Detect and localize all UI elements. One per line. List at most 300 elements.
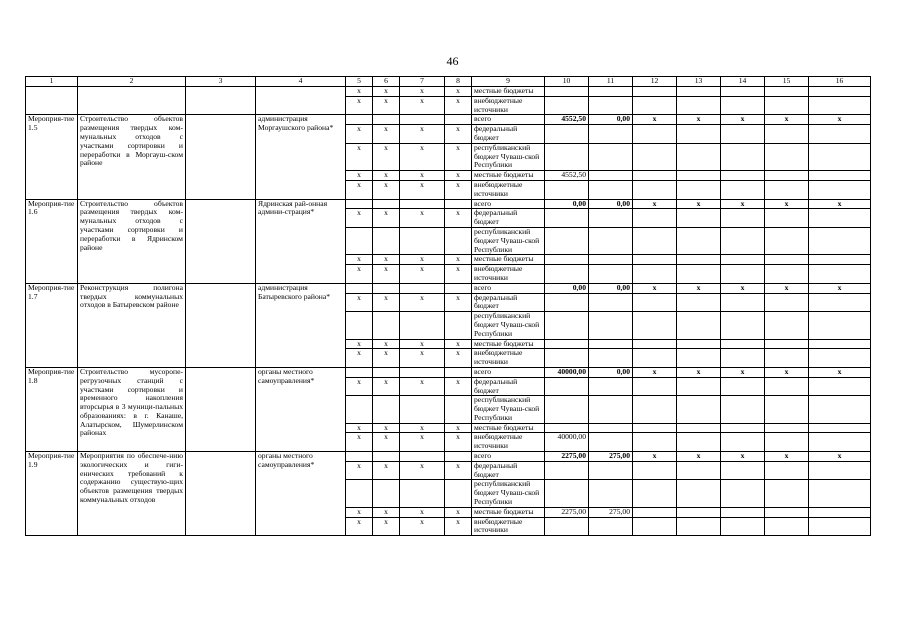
marker-cell bbox=[677, 461, 721, 480]
marker-cell: х bbox=[400, 507, 445, 517]
marker-cell bbox=[373, 396, 400, 423]
col3-cell bbox=[186, 87, 256, 115]
marker-cell bbox=[373, 199, 400, 209]
marker-cell bbox=[809, 480, 871, 507]
marker-cell bbox=[677, 517, 721, 536]
amount-cell bbox=[589, 143, 633, 170]
column-number: 8 bbox=[445, 77, 472, 87]
event-label: Мероприя-тие 1.9 bbox=[26, 452, 78, 536]
marker-cell bbox=[400, 115, 445, 125]
amount-cell: 0,00 bbox=[589, 115, 633, 125]
marker-cell: х bbox=[373, 517, 400, 536]
page-number: 46 bbox=[446, 54, 459, 68]
funding-source: всего bbox=[472, 452, 545, 462]
marker-cell bbox=[346, 312, 373, 339]
marker-cell: х bbox=[400, 125, 445, 144]
marker-cell: х bbox=[400, 96, 445, 115]
marker-cell bbox=[346, 396, 373, 423]
amount-cell: 0,00 bbox=[545, 199, 589, 209]
marker-cell bbox=[633, 507, 677, 517]
funding-source: федеральный бюджет bbox=[472, 209, 545, 228]
marker-cell bbox=[765, 517, 809, 536]
marker-cell bbox=[809, 255, 871, 265]
marker-cell bbox=[721, 507, 765, 517]
marker-cell: х bbox=[346, 507, 373, 517]
marker-cell bbox=[633, 349, 677, 368]
marker-cell bbox=[633, 265, 677, 284]
marker-cell bbox=[721, 293, 765, 312]
marker-cell bbox=[721, 96, 765, 115]
marker-cell: х bbox=[346, 433, 373, 452]
marker-cell bbox=[633, 461, 677, 480]
marker-cell bbox=[809, 143, 871, 170]
amount-cell bbox=[545, 461, 589, 480]
event-description: Мероприятия по обеспече-нию экологических и гиги-енических требований к содержанию существую-щих объектов размещения твердых коммунальных отходов bbox=[78, 452, 186, 536]
marker-cell: х bbox=[400, 171, 445, 181]
marker-cell bbox=[721, 227, 765, 254]
marker-cell bbox=[346, 367, 373, 377]
column-number: 13 bbox=[677, 77, 721, 87]
marker-cell: х bbox=[373, 125, 400, 144]
marker-cell bbox=[677, 255, 721, 265]
marker-cell bbox=[633, 171, 677, 181]
marker-cell: х bbox=[677, 199, 721, 209]
event-cell bbox=[26, 87, 78, 115]
marker-cell: х bbox=[445, 349, 472, 368]
marker-cell: х bbox=[445, 423, 472, 433]
marker-cell bbox=[765, 265, 809, 284]
marker-cell bbox=[809, 517, 871, 536]
marker-cell bbox=[809, 396, 871, 423]
marker-cell: х bbox=[373, 255, 400, 265]
marker-cell bbox=[809, 227, 871, 254]
marker-cell bbox=[677, 265, 721, 284]
marker-cell bbox=[677, 96, 721, 115]
marker-cell: х bbox=[373, 377, 400, 396]
amount-cell bbox=[589, 125, 633, 144]
marker-cell: х bbox=[346, 209, 373, 228]
marker-cell bbox=[677, 87, 721, 97]
marker-cell: х bbox=[809, 283, 871, 293]
marker-cell bbox=[809, 96, 871, 115]
marker-cell bbox=[346, 199, 373, 209]
marker-cell bbox=[400, 396, 445, 423]
amount-cell: 0,00 bbox=[589, 199, 633, 209]
marker-cell bbox=[346, 480, 373, 507]
amount-cell: 275,00 bbox=[589, 452, 633, 462]
amount-cell bbox=[589, 209, 633, 228]
marker-cell bbox=[633, 96, 677, 115]
event-label: Мероприя-тие 1.5 bbox=[26, 115, 78, 199]
amount-cell: 2275,00 bbox=[545, 452, 589, 462]
funding-source: федеральный бюджет bbox=[472, 461, 545, 480]
table-row bbox=[26, 87, 871, 97]
marker-cell: х bbox=[677, 452, 721, 462]
funding-source: федеральный бюджет bbox=[472, 293, 545, 312]
amount-cell bbox=[545, 396, 589, 423]
marker-cell bbox=[677, 377, 721, 396]
empty-cell bbox=[186, 199, 256, 283]
empty-cell bbox=[186, 115, 256, 199]
marker-cell: х bbox=[400, 265, 445, 284]
table-row bbox=[26, 115, 871, 125]
marker-cell bbox=[677, 396, 721, 423]
program-table bbox=[25, 76, 871, 536]
amount-cell bbox=[545, 96, 589, 115]
column-number: 11 bbox=[589, 77, 633, 87]
marker-cell: х bbox=[445, 461, 472, 480]
amount-cell: 4552,50 bbox=[545, 115, 589, 125]
funding-source: всего bbox=[472, 283, 545, 293]
marker-cell bbox=[400, 452, 445, 462]
marker-cell bbox=[721, 125, 765, 144]
amount-cell: 40000,00 bbox=[545, 433, 589, 452]
empty-cell bbox=[186, 283, 256, 367]
marker-cell bbox=[809, 349, 871, 368]
marker-cell bbox=[400, 367, 445, 377]
amount-cell bbox=[545, 255, 589, 265]
marker-cell bbox=[721, 349, 765, 368]
column-number: 16 bbox=[809, 77, 871, 87]
column-number: 3 bbox=[186, 77, 256, 87]
marker-cell bbox=[400, 480, 445, 507]
marker-cell bbox=[809, 507, 871, 517]
marker-cell bbox=[809, 312, 871, 339]
marker-cell: х bbox=[346, 349, 373, 368]
amount-cell: 0,00 bbox=[545, 283, 589, 293]
marker-cell: х bbox=[445, 265, 472, 284]
marker-cell: х bbox=[373, 507, 400, 517]
marker-cell bbox=[346, 115, 373, 125]
amount-cell bbox=[545, 293, 589, 312]
amount-cell bbox=[589, 339, 633, 349]
marker-cell bbox=[721, 396, 765, 423]
marker-cell bbox=[633, 87, 677, 97]
amount-cell bbox=[589, 227, 633, 254]
marker-cell: х bbox=[765, 115, 809, 125]
marker-cell bbox=[721, 480, 765, 507]
marker-cell: х bbox=[445, 96, 472, 115]
marker-cell: х bbox=[400, 255, 445, 265]
amount-cell bbox=[589, 96, 633, 115]
marker-cell: х bbox=[445, 293, 472, 312]
amount-cell bbox=[589, 265, 633, 284]
amount-cell bbox=[545, 339, 589, 349]
executor: администрация Батыревского района* bbox=[256, 283, 346, 367]
marker-cell bbox=[721, 517, 765, 536]
marker-cell: х bbox=[373, 433, 400, 452]
marker-cell: х bbox=[400, 339, 445, 349]
event-description: Реконструкция полигона твердых коммунальных отходов в Батыревском районе bbox=[78, 283, 186, 367]
marker-cell: х bbox=[346, 180, 373, 199]
amount-cell bbox=[589, 480, 633, 507]
marker-cell: х bbox=[445, 143, 472, 170]
marker-cell: х bbox=[400, 349, 445, 368]
marker-cell bbox=[765, 377, 809, 396]
marker-cell bbox=[721, 143, 765, 170]
marker-cell bbox=[633, 423, 677, 433]
funding-source: всего bbox=[472, 367, 545, 377]
marker-cell bbox=[373, 452, 400, 462]
marker-cell bbox=[809, 87, 871, 97]
marker-cell: х bbox=[677, 283, 721, 293]
marker-cell: х bbox=[677, 115, 721, 125]
marker-cell bbox=[765, 507, 809, 517]
table-row bbox=[26, 452, 871, 462]
column-number: 14 bbox=[721, 77, 765, 87]
funding-source: всего bbox=[472, 115, 545, 125]
funding-source: местные бюджеты bbox=[472, 171, 545, 181]
marker-cell bbox=[633, 517, 677, 536]
column-number: 6 bbox=[373, 77, 400, 87]
marker-cell bbox=[721, 209, 765, 228]
marker-cell bbox=[445, 452, 472, 462]
description-cell bbox=[78, 87, 186, 115]
marker-cell bbox=[445, 115, 472, 125]
marker-cell bbox=[765, 171, 809, 181]
amount-cell bbox=[589, 293, 633, 312]
marker-cell: х bbox=[721, 115, 765, 125]
funding-source: внебюджетные источники bbox=[472, 517, 545, 536]
marker-cell: х bbox=[721, 367, 765, 377]
marker-cell: х bbox=[445, 339, 472, 349]
marker-cell bbox=[809, 461, 871, 480]
amount-cell bbox=[545, 143, 589, 170]
marker-cell bbox=[346, 283, 373, 293]
event-label: Мероприя-тие 1.7 bbox=[26, 283, 78, 367]
marker-cell bbox=[809, 171, 871, 181]
marker-cell bbox=[633, 255, 677, 265]
marker-cell: х bbox=[373, 180, 400, 199]
funding-source: внебюджетные источники bbox=[472, 433, 545, 452]
amount-cell bbox=[589, 312, 633, 339]
marker-cell: х bbox=[677, 367, 721, 377]
column-number: 4 bbox=[256, 77, 346, 87]
marker-cell: х bbox=[346, 125, 373, 144]
amount-cell bbox=[545, 312, 589, 339]
marker-cell: х bbox=[445, 517, 472, 536]
marker-cell bbox=[677, 227, 721, 254]
funding-source: внебюджетные источники bbox=[472, 265, 545, 284]
marker-cell bbox=[445, 367, 472, 377]
marker-cell bbox=[721, 377, 765, 396]
marker-cell bbox=[400, 199, 445, 209]
marker-cell: х bbox=[373, 87, 400, 97]
marker-cell: х bbox=[346, 517, 373, 536]
marker-cell bbox=[677, 312, 721, 339]
marker-cell bbox=[677, 180, 721, 199]
marker-cell: х bbox=[346, 96, 373, 115]
marker-cell bbox=[445, 283, 472, 293]
marker-cell bbox=[765, 87, 809, 97]
marker-cell bbox=[677, 125, 721, 144]
funding-source: местные бюджеты bbox=[472, 423, 545, 433]
amount-cell bbox=[545, 125, 589, 144]
executor: Ядринская рай-онная админи-страция* bbox=[256, 199, 346, 283]
marker-cell bbox=[809, 265, 871, 284]
marker-cell bbox=[809, 180, 871, 199]
marker-cell: х bbox=[373, 339, 400, 349]
marker-cell bbox=[633, 209, 677, 228]
marker-cell bbox=[633, 480, 677, 507]
marker-cell bbox=[373, 115, 400, 125]
marker-cell bbox=[633, 377, 677, 396]
executor: органы местного самоуправления* bbox=[256, 452, 346, 536]
marker-cell bbox=[765, 396, 809, 423]
marker-cell: х bbox=[373, 265, 400, 284]
marker-cell: х bbox=[633, 452, 677, 462]
header-row bbox=[26, 77, 871, 87]
marker-cell: х bbox=[373, 96, 400, 115]
amount-cell bbox=[589, 180, 633, 199]
marker-cell bbox=[346, 452, 373, 462]
marker-cell bbox=[445, 312, 472, 339]
funding-source: республиканский бюджет Чуваш-ской Республики bbox=[472, 143, 545, 170]
marker-cell: х bbox=[400, 209, 445, 228]
column-number: 1 bbox=[26, 77, 78, 87]
column-number: 9 bbox=[472, 77, 545, 87]
marker-cell: х bbox=[445, 209, 472, 228]
amount-cell bbox=[589, 255, 633, 265]
column-number: 2 bbox=[78, 77, 186, 87]
funding-source: республиканский бюджет Чуваш-ской Республики bbox=[472, 227, 545, 254]
marker-cell bbox=[765, 143, 809, 170]
marker-cell bbox=[765, 349, 809, 368]
event-label: Мероприя-тие 1.6 bbox=[26, 199, 78, 283]
marker-cell bbox=[633, 180, 677, 199]
amount-cell bbox=[545, 227, 589, 254]
marker-cell bbox=[633, 312, 677, 339]
marker-cell: х bbox=[721, 199, 765, 209]
funding-source: федеральный бюджет bbox=[472, 377, 545, 396]
marker-cell: х bbox=[373, 209, 400, 228]
amount-cell: 0,00 bbox=[589, 367, 633, 377]
amount-cell bbox=[589, 377, 633, 396]
marker-cell bbox=[809, 209, 871, 228]
amount-cell: 0,00 bbox=[589, 283, 633, 293]
amount-cell bbox=[589, 517, 633, 536]
amount-cell bbox=[545, 87, 589, 97]
amount-cell bbox=[545, 517, 589, 536]
marker-cell bbox=[677, 171, 721, 181]
marker-cell bbox=[373, 312, 400, 339]
event-description: Строительство объектов размещения твердых ком-мунальных отходов с участками сортировки и переработки в Ядринском районе bbox=[78, 199, 186, 283]
amount-cell bbox=[589, 433, 633, 452]
marker-cell: х bbox=[721, 283, 765, 293]
marker-cell: х bbox=[400, 293, 445, 312]
marker-cell bbox=[445, 480, 472, 507]
marker-cell: х bbox=[721, 452, 765, 462]
marker-cell bbox=[765, 312, 809, 339]
marker-cell bbox=[373, 283, 400, 293]
amount-cell bbox=[545, 377, 589, 396]
column-number: 12 bbox=[633, 77, 677, 87]
column-number: 7 bbox=[400, 77, 445, 87]
marker-cell: х bbox=[400, 423, 445, 433]
marker-cell: х bbox=[400, 180, 445, 199]
marker-cell: х bbox=[445, 377, 472, 396]
marker-cell bbox=[721, 423, 765, 433]
marker-cell bbox=[721, 87, 765, 97]
funding-source: республиканский бюджет Чуваш-ской Республики bbox=[472, 312, 545, 339]
marker-cell bbox=[633, 143, 677, 170]
funding-source: республиканский бюджет Чуваш-ской Республики bbox=[472, 396, 545, 423]
marker-cell: х bbox=[346, 87, 373, 97]
marker-cell: х bbox=[346, 423, 373, 433]
marker-cell bbox=[633, 293, 677, 312]
marker-cell bbox=[721, 180, 765, 199]
table-row bbox=[26, 199, 871, 209]
marker-cell: х bbox=[765, 199, 809, 209]
marker-cell bbox=[765, 480, 809, 507]
marker-cell bbox=[809, 433, 871, 452]
funding-source: федеральный бюджет bbox=[472, 125, 545, 144]
marker-cell: х bbox=[400, 143, 445, 170]
amount-cell bbox=[545, 209, 589, 228]
marker-cell: х bbox=[346, 339, 373, 349]
marker-cell bbox=[809, 423, 871, 433]
marker-cell bbox=[677, 480, 721, 507]
amount-cell: 275,00 bbox=[589, 507, 633, 517]
marker-cell: х bbox=[373, 461, 400, 480]
marker-cell: х bbox=[373, 349, 400, 368]
funding-source: местные бюджеты bbox=[472, 507, 545, 517]
amount-cell: 4552,50 bbox=[545, 171, 589, 181]
marker-cell bbox=[445, 227, 472, 254]
funding-source: местные бюджеты bbox=[472, 339, 545, 349]
marker-cell bbox=[765, 96, 809, 115]
amount-cell bbox=[589, 171, 633, 181]
marker-cell: х bbox=[633, 199, 677, 209]
marker-cell bbox=[346, 227, 373, 254]
amount-cell bbox=[545, 349, 589, 368]
marker-cell: х bbox=[809, 367, 871, 377]
marker-cell bbox=[765, 209, 809, 228]
table-row bbox=[26, 283, 871, 293]
amount-cell bbox=[589, 349, 633, 368]
marker-cell: х bbox=[346, 171, 373, 181]
event-description: Строительство мусоропе-регрузочных станций с участками сортировки и временного накопления вторсырья в 3 муници-пальных образованиях: в г. Канаше, Алатырском, Шумерлинском районах bbox=[78, 367, 186, 451]
marker-cell bbox=[633, 433, 677, 452]
marker-cell bbox=[677, 143, 721, 170]
marker-cell bbox=[721, 339, 765, 349]
table-row bbox=[26, 367, 871, 377]
marker-cell bbox=[633, 227, 677, 254]
amount-cell bbox=[589, 461, 633, 480]
marker-cell bbox=[373, 227, 400, 254]
column-number: 5 bbox=[346, 77, 373, 87]
marker-cell: х bbox=[346, 293, 373, 312]
amount-cell bbox=[545, 423, 589, 433]
marker-cell bbox=[765, 180, 809, 199]
marker-cell bbox=[677, 293, 721, 312]
marker-cell: х bbox=[809, 199, 871, 209]
marker-cell: х bbox=[346, 255, 373, 265]
funding-source: местные бюджеты bbox=[472, 87, 545, 97]
marker-cell bbox=[677, 209, 721, 228]
marker-cell: х bbox=[400, 87, 445, 97]
marker-cell: х bbox=[373, 293, 400, 312]
marker-cell bbox=[765, 255, 809, 265]
marker-cell bbox=[721, 433, 765, 452]
amount-cell bbox=[545, 265, 589, 284]
event-label: Мероприя-тие 1.8 bbox=[26, 367, 78, 451]
marker-cell: х bbox=[373, 171, 400, 181]
marker-cell bbox=[765, 227, 809, 254]
marker-cell: х bbox=[809, 452, 871, 462]
marker-cell bbox=[721, 461, 765, 480]
marker-cell bbox=[809, 125, 871, 144]
